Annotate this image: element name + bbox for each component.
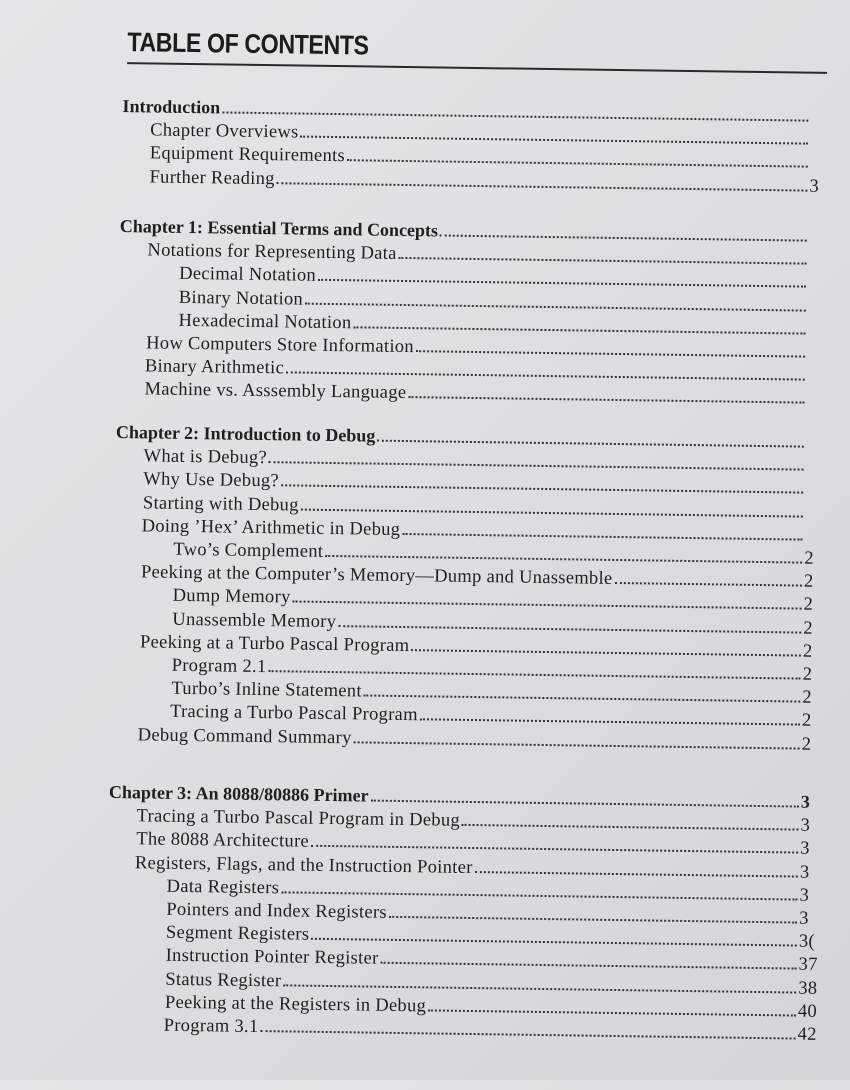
dot-leader — [370, 800, 798, 808]
dot-leader — [416, 350, 805, 357]
toc-entry-label: Debug Command Summary — [137, 724, 352, 748]
dot-leader — [292, 601, 801, 610]
page-number — [807, 381, 845, 382]
page-number: 2 — [803, 571, 814, 592]
page-number: 42 — [797, 1024, 817, 1045]
page-number — [807, 358, 845, 359]
page-number — [806, 404, 844, 405]
page-number — [809, 242, 847, 243]
toc-entry-label: Program 2.1 — [171, 655, 267, 678]
dot-leader — [286, 372, 805, 381]
dot-leader — [311, 938, 797, 947]
toc-entry-label: Status Register — [165, 969, 282, 991]
page-number: 3 — [800, 791, 811, 812]
page-number: 3 — [799, 862, 810, 883]
page-number: 37 — [798, 954, 818, 976]
page-number — [805, 471, 843, 472]
toc-entry-label: Starting with Debug — [142, 492, 299, 516]
page-number: 3( — [798, 931, 816, 952]
toc-entry-label: Registers, Flags, and the Instruction Pointer — [134, 852, 473, 878]
dot-leader — [347, 160, 808, 168]
dot-leader — [283, 984, 796, 993]
page-number — [810, 168, 848, 169]
dot-leader — [420, 719, 800, 726]
page-number: 3 — [799, 908, 809, 929]
page-number — [808, 288, 846, 289]
page-number — [807, 334, 845, 335]
dot-leader — [440, 234, 807, 241]
toc-entry-label: The 8088 Architecture — [136, 829, 310, 853]
toc-entry-label: Tracing a Turbo Pascal Program — [169, 702, 418, 726]
dot-leader — [281, 891, 797, 900]
page-number: 2 — [804, 548, 814, 569]
dot-leader — [408, 396, 804, 404]
page-number — [805, 494, 843, 495]
toc-entry-label: Turbo’s Inline Statement — [171, 678, 362, 702]
dot-leader — [260, 1030, 795, 1039]
dot-leader — [399, 257, 807, 265]
page-number: 2 — [803, 618, 813, 639]
dot-leader — [305, 302, 806, 311]
dot-leader — [353, 326, 805, 334]
toc-entry-label: Chapter 2: Introduction to Debug — [115, 421, 376, 446]
toc-entry-label: Doing ’Hex’ Arithmetic in Debug — [141, 516, 401, 540]
page-number — [808, 311, 846, 312]
page-number — [806, 448, 844, 449]
page-number: 2 — [802, 641, 813, 662]
dot-leader — [389, 916, 797, 924]
dot-leader — [411, 649, 801, 656]
toc-entry-label: Two’s Complement — [173, 539, 324, 562]
dot-leader — [269, 461, 804, 470]
toc-entry-label: Dump Memory — [172, 586, 291, 608]
page-number: 40 — [797, 1001, 818, 1022]
page-number: 3 — [800, 838, 810, 860]
dot-leader — [614, 582, 801, 587]
page-number: 3 — [800, 815, 811, 836]
dot-leader — [281, 485, 803, 494]
toc-entry-label: Tracing a Turbo Pascal Program in Debug — [136, 806, 461, 832]
page-number: 2 — [802, 687, 813, 708]
dot-leader — [325, 555, 802, 564]
page-number: 2 — [801, 734, 812, 755]
dot-leader — [268, 670, 800, 679]
dot-leader — [301, 508, 803, 517]
toc-entry-label: Why Use Debug? — [143, 469, 280, 492]
page-number: 2 — [802, 664, 813, 685]
toc-entry-label: Hexadecimal Notation — [178, 310, 352, 334]
toc-entry-label: How Computers Store Information — [146, 333, 415, 358]
toc-entry-label: Introduction — [122, 96, 221, 118]
toc-entry-label: Chapter 3: An 8088/80886 Primer — [108, 781, 369, 806]
page-number: 2 — [801, 710, 812, 732]
page-number — [810, 145, 848, 146]
dot-leader — [462, 824, 799, 831]
dot-leader — [277, 182, 808, 191]
toc-entry-label: Instruction Pointer Register — [165, 946, 379, 970]
title-rule — [127, 62, 827, 74]
dot-leader — [311, 845, 798, 854]
dot-leader — [475, 871, 798, 878]
toc-entry-label: Binary Notation — [178, 287, 304, 310]
page-number — [808, 265, 846, 266]
toc-entry-label: Further Reading — [149, 167, 275, 189]
toc-entry-label: Peeking at a Turbo Pascal Program — [139, 632, 410, 656]
toc-entry-label: Peeking at the Computer’s Memory—Dump and Unassemble — [140, 562, 613, 590]
page-title: TABLE OF CONTENTS — [127, 27, 369, 61]
toc-entry-label: Segment Registers — [165, 922, 310, 945]
dot-leader — [380, 962, 796, 970]
dot-leader — [364, 695, 801, 703]
toc-entry-label: Peeking at the Registers in Debug — [164, 992, 427, 1017]
page-number: 2 — [803, 594, 814, 616]
toc-entry-label: Chapter 1: Essential Terms and Concepts — [119, 216, 439, 241]
dot-leader — [377, 440, 804, 448]
page-number: 3 — [809, 176, 820, 197]
toc-entry-label: Data Registers — [166, 876, 280, 899]
page-number: 3 — [799, 885, 810, 906]
dot-leader — [338, 625, 801, 633]
dot-leader — [222, 111, 808, 121]
toc-entry-label: Notations for Representing Data — [147, 240, 397, 265]
page-number — [810, 122, 848, 123]
toc-entry-label: Binary Arithmetic — [144, 356, 285, 379]
dot-leader — [318, 279, 806, 288]
toc-entry-label: Chapter Overviews — [150, 120, 299, 143]
page-number — [805, 540, 843, 541]
toc-entry-label: Unassemble Memory — [172, 609, 337, 632]
toc-entry-label: Pointers and Index Registers — [166, 899, 388, 923]
dot-leader — [301, 136, 809, 145]
dot-leader — [354, 741, 800, 749]
toc-entry-label: What is Debug? — [143, 446, 268, 469]
page-number: 38 — [798, 978, 818, 999]
dot-leader — [402, 533, 802, 541]
toc-entry-label: Machine vs. Asssembly Language — [144, 379, 407, 404]
dot-leader — [428, 1009, 796, 1016]
toc-entry-label: Equipment Requirements — [149, 143, 346, 167]
page-number — [805, 517, 843, 518]
toc-entry-label: Program 3.1 — [163, 1015, 259, 1038]
toc-entry-label: Decimal Notation — [179, 264, 317, 287]
